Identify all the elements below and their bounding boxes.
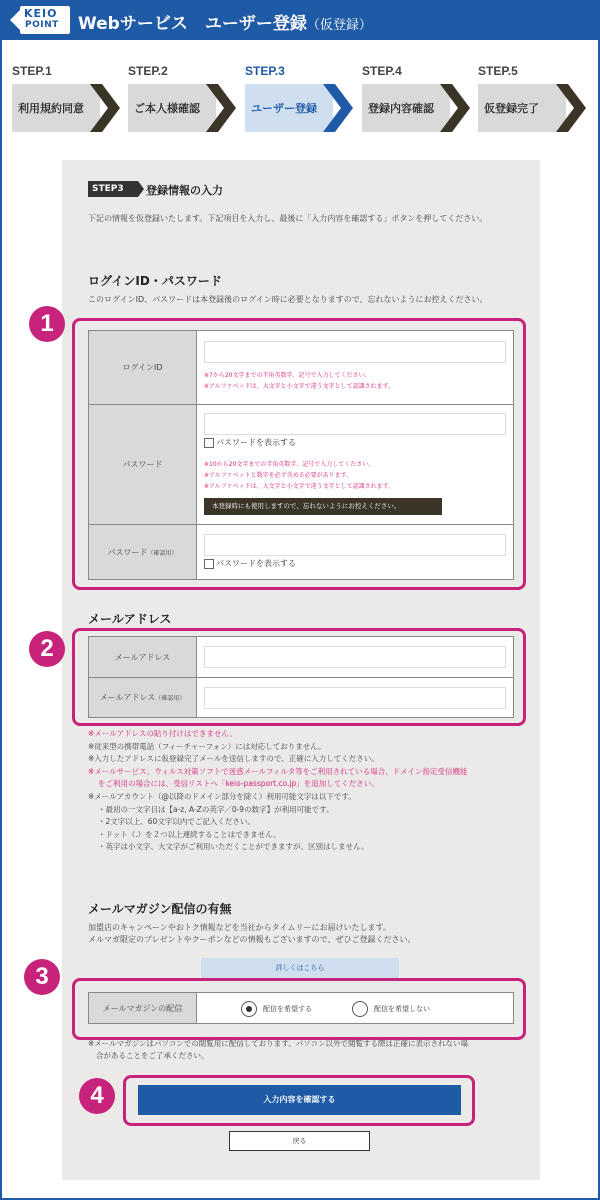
back-button[interactable]: 戻る [229,1131,370,1151]
step-box [245,84,333,132]
note-line: ※メールサービス、ウィルス対策ソフトで迷惑メールフィルタ等をご利用されている場合、ドメイン指定受信機能 [88,766,468,776]
step-box [478,84,566,132]
highlight-box-3 [72,978,526,1040]
login-note: このログインID、パスワードは本登録後のログイン時に必要となりますので、忘れないようにお控えください。 [88,295,488,304]
note-line: ・英字は小文字、大文字がご利用いただくことができますが、区別はしません。 [98,842,369,852]
page-title-main: Webサービス ユーザー登録 [78,14,307,34]
note-line: ※メールアカウント（@以降のドメイン部分を除く）利用可能文字は以下です。 [88,791,356,801]
hint-line: ※7から20文字までの半角英数字、記号で入力してください。 [204,372,371,379]
step-4 [362,64,472,132]
note-line: ・ドット（.）を２つ以上連続することはできません。 [98,829,281,839]
hint-line: ※10から20文字までの半角英数字、記号で入力してください。 [204,461,375,468]
footnote-line: ※メールマガジンはパソコンでの閲覧用に配信しております。パソコン以外で閲覧する際は正確に表示されない場 [88,1039,469,1048]
marker-2: 2 [29,631,65,667]
desc-line: 加盟店のキャンペーンやおトク情報などを当社からタイムリーにお届けいたします。 [88,923,391,932]
label-text: パスワード [107,547,148,557]
step-label: 仮登録完了 [484,102,539,115]
confirm-input-button[interactable]: 入力内容を確認する [138,1085,461,1115]
step-box [12,84,100,132]
step-label: 登録内容確認 [368,102,434,115]
highlight-box-1 [72,318,526,590]
checkbox-label: パスワードを表示する [216,559,296,568]
page-title-sub: （仮登録） [306,18,372,33]
step-box [128,84,216,132]
hint-line: ※アルファベッドは、大文字と小文字で違う文字として認識されます。 [204,383,395,390]
marker-3: 3 [24,959,60,995]
label-small: （確認用） [155,695,186,702]
section-badge: STEP3 [88,181,138,197]
note-line: をご利用の場合には、受信リストへ「keio-passport.co.jp」を追加してください。 [98,779,379,789]
section-intro: 下記の情報を仮登録いたします。下記項目を入力し、最後に「入力内容を確認する」ボタンを押してください。 [88,214,488,223]
logo-text-point: POINT [25,20,59,30]
chevron-right-icon [206,84,236,132]
marker-4: 4 [79,1078,115,1114]
keio-point-logo[interactable] [10,6,70,34]
login-heading: ログインID・パスワード [88,274,222,288]
chevron-right-icon [440,84,470,132]
highlight-box-2 [72,628,526,726]
header-bar [0,0,600,40]
step-3-current [245,64,355,132]
step-box [362,84,450,132]
logo-text-keio: KEIO [24,7,58,20]
step-1 [12,64,122,132]
footnote-line: 合があることをご了承ください。 [96,1051,209,1060]
label-small: （確認用） [147,549,178,557]
login-id-label: ログインID [89,331,197,404]
magazine-heading: メールマガジン配信の有無 [88,902,232,916]
section-title: 登録情報の入力 [146,184,223,197]
radio-label: 配信を希望する [263,1005,312,1013]
mail-heading: メールアドレス [88,612,172,626]
checkbox-label: パスワードを表示する [216,438,296,447]
chevron-right-icon [556,84,586,132]
step-5 [478,64,588,132]
magazine-details-button[interactable]: 詳しくはこちら [201,958,399,978]
radio-label: 配信を希望しない [374,1005,430,1013]
hint-line: ※アルファベットと数字を必ず含める必要があります。 [204,472,353,479]
note-line: ※従来型の携帯電話（フィーチャーフォン）には対応しておりません。 [88,741,326,751]
note-line: ※メールアドレスの貼り付けはできません。 [88,729,237,738]
magazine-footnote [88,1038,518,1062]
magazine-label: メールマガジンの配信 [89,993,197,1023]
mail-label: メールアドレス [89,637,197,677]
desc-line: メルマガ限定のプレゼントやクーポンなどの情報もございますので、ぜひご登録ください。 [88,935,416,944]
step-number: STEP.4 [362,64,402,78]
step-2 [128,64,238,132]
step-label: ご本人様確認 [134,102,200,115]
step-number: STEP.3 [245,64,285,78]
magazine-desc [88,922,528,946]
page-title [78,9,372,34]
section-badge-arrow-icon [138,181,144,197]
password-reminder-note: 本登録時にも使用しますので、忘れないようにお控えください。 [204,498,442,515]
step-number: STEP.2 [128,64,168,78]
mail-notes [88,728,528,854]
step-number: STEP.5 [478,64,518,78]
step-label: ユーザー登録 [251,102,317,115]
password-label: パスワード [89,405,197,524]
note-line: ・2文字以上、60文字以内でご記入ください。 [98,817,255,827]
step-label: 利用規約同意 [18,102,84,115]
note-line: ・最初の一文字目は【a-z, A-Zの英字／0-9の数字】が利用可能です。 [98,804,334,814]
highlight-box-4 [123,1075,475,1126]
step-number: STEP.1 [12,64,52,78]
marker-1: 1 [29,306,65,342]
label-text: メールアドレス [99,693,156,702]
chevron-right-icon [323,84,353,132]
chevron-right-icon [90,84,120,132]
note-line: ※入力したアドレスに仮登録完了メールを送信しますので、正確に入力してください。 [88,754,379,764]
hint-line: ※アルファベッドは、大文字と小文字で違う文字として認識されます。 [204,483,395,490]
